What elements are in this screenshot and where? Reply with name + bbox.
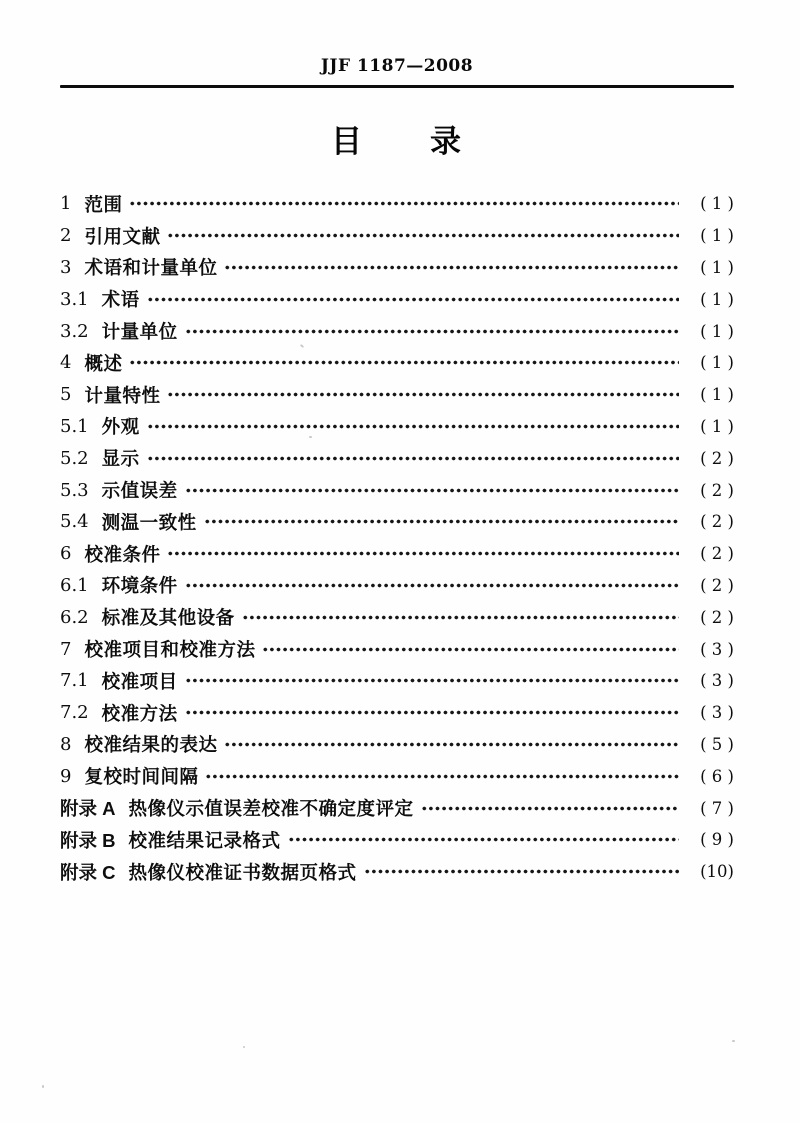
- toc-entry-number: 5: [60, 384, 72, 406]
- toc-entry-page-number: ( 1 ): [700, 385, 734, 405]
- toc-entry-title: 概述: [84, 352, 123, 374]
- toc-entry-page-number: ( 1 ): [700, 321, 734, 341]
- page-title: 目 录: [331, 124, 463, 159]
- toc-entry: [60, 665, 734, 697]
- toc-list: [60, 188, 734, 888]
- toc-entry-title: 示值误差: [101, 480, 178, 502]
- toc-entry-number: 6.2: [60, 606, 89, 628]
- dot-leader: [262, 645, 679, 654]
- toc-entry-title: 环境条件: [101, 575, 178, 597]
- scan-speck: [243, 1046, 245, 1048]
- toc-entry-page-number: ( 1 ): [700, 194, 734, 214]
- scan-speck: [309, 436, 312, 438]
- toc-entry: [60, 760, 734, 792]
- dot-leader: [185, 708, 679, 717]
- toc-entry: [60, 347, 734, 379]
- toc-entry-title: 校准条件: [84, 543, 161, 565]
- toc-entry: [60, 411, 734, 443]
- toc-entry-number: 9: [60, 765, 72, 787]
- toc-entry-page-number: ( 1 ): [700, 226, 734, 246]
- toc-entry-title: 校准项目: [101, 670, 178, 692]
- toc-entry-number: 5.2: [60, 447, 89, 469]
- toc-entry-number: 7.1: [60, 670, 89, 692]
- dot-leader: [185, 327, 679, 336]
- toc-entry-page-number: ( 2 ): [700, 607, 734, 627]
- toc-entry-number: 6: [60, 543, 72, 565]
- dot-leader: [167, 549, 679, 558]
- toc-entry-title: 外观: [101, 416, 140, 438]
- dot-leader: [242, 613, 679, 622]
- toc-entry-page-number: ( 1 ): [700, 257, 734, 277]
- toc-entry-number: 附录 A: [60, 798, 116, 820]
- toc-entry-title: 热像仪示值误差校准不确定度评定: [128, 798, 414, 820]
- toc-entry: [60, 506, 734, 538]
- toc-entry-page-number: ( 5 ): [700, 734, 734, 754]
- dot-leader: [147, 295, 679, 304]
- toc-entry: [60, 442, 734, 474]
- header-rule: [60, 85, 734, 88]
- toc-entry-title: 标准及其他设备: [101, 607, 235, 629]
- dot-leader: [364, 867, 679, 876]
- dot-leader: [129, 358, 679, 367]
- toc-entry: [60, 188, 734, 220]
- toc-entry-number: 5.1: [60, 415, 89, 437]
- toc-entry-page-number: ( 1 ): [700, 289, 734, 309]
- toc-entry-number: 2: [60, 225, 72, 247]
- toc-entry-page-number: ( 1 ): [700, 416, 734, 436]
- toc-entry-title: 术语和计量单位: [84, 257, 218, 279]
- toc-entry-title: 校准项目和校准方法: [84, 639, 256, 661]
- toc-entry-number: 5.3: [60, 479, 89, 501]
- toc-entry-page-number: (10): [700, 862, 734, 882]
- toc-entry-page-number: ( 7 ): [700, 798, 734, 818]
- toc-entry: [60, 570, 734, 602]
- dot-leader: [185, 676, 679, 685]
- toc-entry-number: 4: [60, 352, 72, 374]
- dot-leader: [129, 199, 679, 208]
- dot-leader: [224, 740, 679, 749]
- toc-entry-title: 校准结果的表达: [84, 734, 218, 756]
- toc-entry-page-number: ( 6 ): [700, 766, 734, 786]
- toc-entry-number: 附录 C: [60, 861, 116, 883]
- toc-entry-title: 术语: [101, 289, 140, 311]
- toc-entry-title: 热像仪校准证书数据页格式: [128, 861, 357, 883]
- toc-entry-number: 3.2: [60, 320, 89, 342]
- toc-entry-number: 3: [60, 256, 72, 278]
- toc-entry-number: 1: [60, 193, 72, 215]
- toc-entry-title: 校准方法: [101, 702, 178, 724]
- toc-entry-title: 范围: [84, 193, 123, 215]
- toc-entry: [60, 601, 734, 633]
- toc-entry-number: 3.1: [60, 288, 89, 310]
- toc-entry-number: 附录 B: [60, 829, 116, 851]
- toc-entry: [60, 633, 734, 665]
- dot-leader: [185, 581, 679, 590]
- toc-entry: [60, 856, 734, 888]
- toc-entry-title: 校准结果记录格式: [128, 829, 281, 851]
- toc-entry: [60, 538, 734, 570]
- dot-leader: [204, 517, 679, 526]
- toc-entry-title: 显示: [101, 448, 140, 470]
- toc-entry-title: 复校时间间隔: [84, 766, 199, 788]
- document-standard-number: JJF 1187—2008: [320, 56, 474, 76]
- dot-leader: [147, 422, 679, 431]
- toc-entry: [60, 283, 734, 315]
- toc-entry-number: 8: [60, 733, 72, 755]
- dot-leader: [167, 390, 679, 399]
- toc-entry-number: 6.1: [60, 574, 89, 596]
- toc-entry: [60, 729, 734, 761]
- toc-entry-page-number: ( 2 ): [700, 575, 734, 595]
- scan-speck: [42, 1085, 44, 1088]
- scan-speck: [732, 1040, 735, 1042]
- toc-entry: [60, 220, 734, 252]
- dot-leader: [185, 486, 679, 495]
- dot-leader: [288, 835, 679, 844]
- toc-entry: [60, 824, 734, 856]
- toc-entry-number: 7.2: [60, 702, 89, 724]
- toc-entry: [60, 252, 734, 284]
- toc-entry: [60, 379, 734, 411]
- toc-entry-title: 计量特性: [84, 384, 161, 406]
- toc-entry-page-number: ( 3 ): [700, 639, 734, 659]
- toc-entry: [60, 697, 734, 729]
- toc-entry-title: 计量单位: [101, 321, 178, 343]
- dot-leader: [224, 263, 679, 272]
- toc-entry-page-number: ( 2 ): [700, 448, 734, 468]
- toc-entry: [60, 315, 734, 347]
- toc-entry-page-number: ( 2 ): [700, 512, 734, 532]
- toc-entry-number: 5.4: [60, 511, 89, 533]
- dot-leader: [147, 454, 679, 463]
- toc-entry-title: 引用文献: [84, 225, 161, 247]
- toc-entry-page-number: ( 3 ): [700, 671, 734, 691]
- toc-entry-page-number: ( 9 ): [700, 830, 734, 850]
- toc-entry-page-number: ( 2 ): [700, 480, 734, 500]
- toc-entry-page-number: ( 3 ): [700, 703, 734, 723]
- dot-leader: [205, 772, 679, 781]
- toc-entry-page-number: ( 1 ): [700, 353, 734, 373]
- toc-entry: [60, 792, 734, 824]
- dot-leader: [421, 804, 679, 813]
- dot-leader: [167, 231, 679, 240]
- toc-entry: [60, 474, 734, 506]
- toc-entry-page-number: ( 2 ): [700, 544, 734, 564]
- toc-entry-title: 测温一致性: [101, 511, 197, 533]
- toc-entry-number: 7: [60, 638, 72, 660]
